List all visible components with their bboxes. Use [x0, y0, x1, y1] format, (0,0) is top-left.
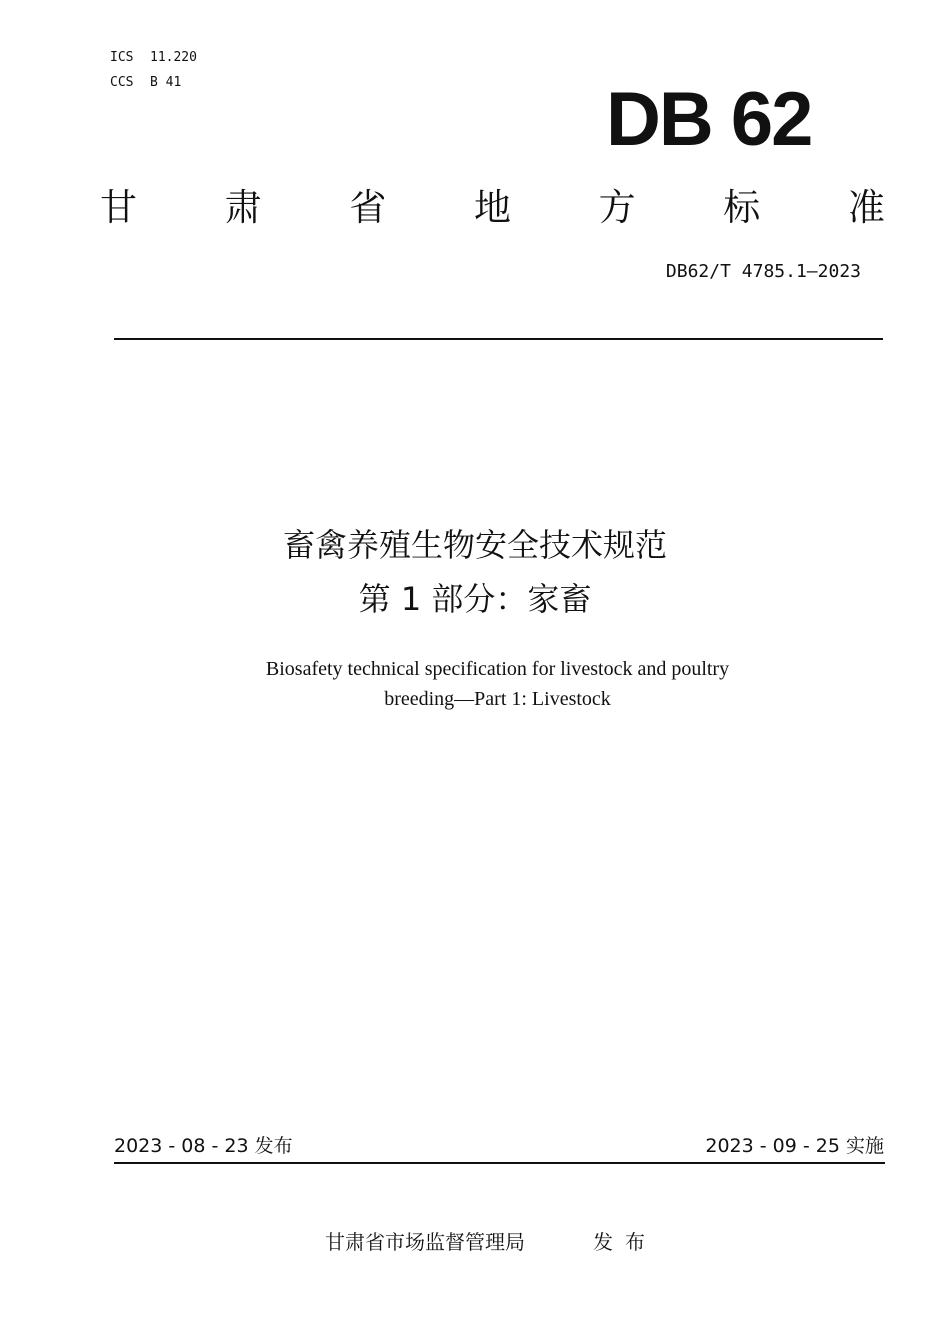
- top-divider: [114, 338, 883, 340]
- title-en-line2: breeding—Part 1: Livestock: [384, 688, 611, 710]
- issue-action: 发布: [593, 1230, 657, 1254]
- implementation-date: 2023 - 09 - 25 实施: [705, 1135, 884, 1157]
- standard-type-char: 肃: [224, 186, 262, 229]
- standard-type-char: 甘: [100, 186, 137, 229]
- ccs-value: B 41: [150, 75, 182, 90]
- standard-number: DB62/T 4785.1—2023: [665, 261, 861, 282]
- db62-logo: DB 62: [606, 77, 812, 162]
- title-cn-line1: 畜禽养殖生物安全技术规范: [282, 526, 667, 564]
- standard-type-char: 准: [847, 186, 885, 229]
- ccs-label: CCS: [110, 75, 134, 90]
- title-cn-line2: 第 1 部分：家畜: [358, 580, 592, 618]
- standard-type-char: 省: [349, 186, 387, 229]
- issuing-authority: 甘肃省市场监督管理局: [325, 1230, 525, 1254]
- ics-value: 11.220: [150, 50, 197, 65]
- standard-type-char: 方: [598, 186, 636, 229]
- standard-type-char: 标: [723, 186, 761, 229]
- classification-codes: [110, 45, 197, 95]
- issue-date: 2023 - 08 - 23 发布: [114, 1135, 293, 1157]
- title-en-line1: Biosafety technical specification for livestock and poultry: [265, 658, 730, 680]
- ccs-row: [110, 70, 197, 95]
- standard-type-char: 地: [473, 186, 511, 229]
- bottom-divider: [114, 1162, 885, 1164]
- ics-label: ICS: [110, 50, 134, 65]
- ics-row: [110, 45, 197, 70]
- standard-type-heading: [100, 183, 885, 233]
